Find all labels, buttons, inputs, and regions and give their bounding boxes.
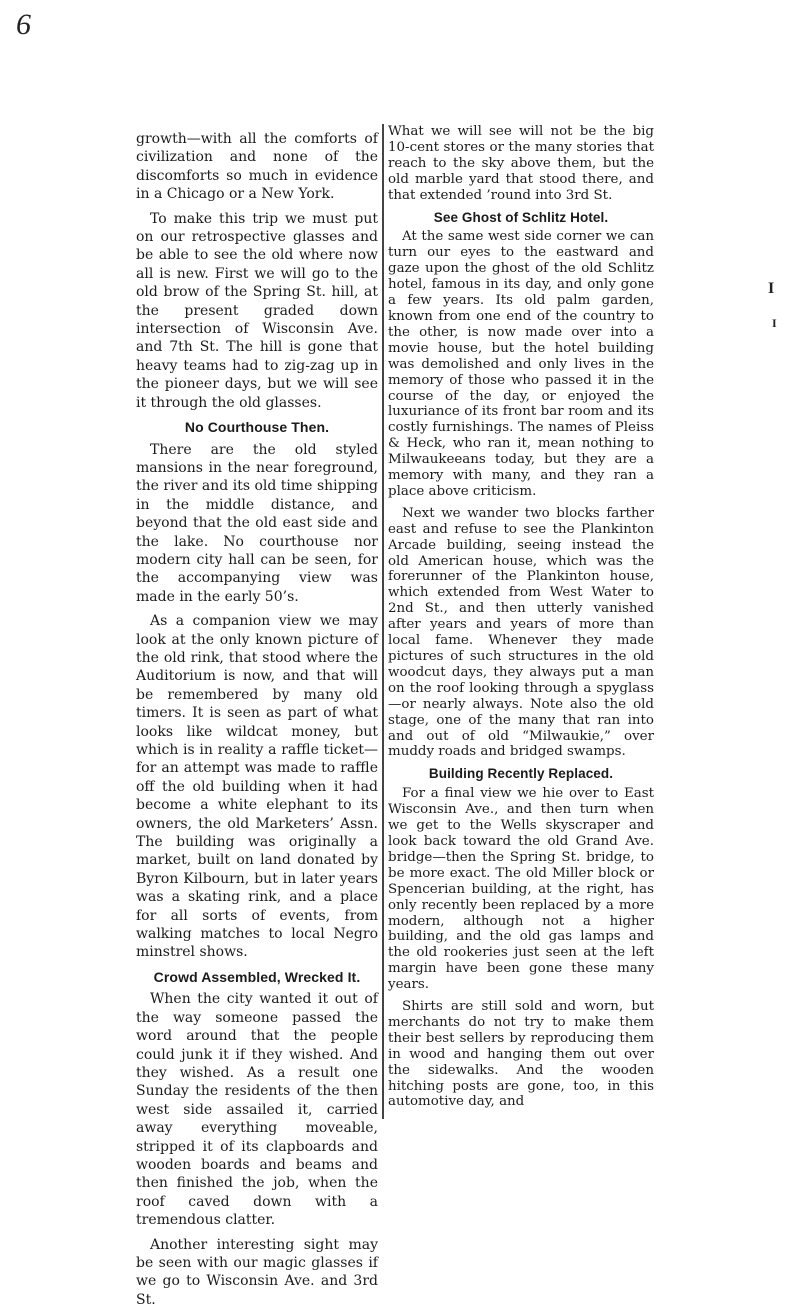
margin-mark: I — [772, 316, 777, 330]
margin-mark: I — [768, 280, 775, 297]
paragraph: To make this trip we must put on our retrospective glasses and be able to see the old where now all is new. First we will go to the old brow of the Spring St. hill, at the present graded down intersection of Wisconsin Ave. and 7th St. The hill is gone that heavy teams had to zig-zag up in the pioneer days, but we will see it through the old glasses. — [136, 210, 378, 411]
paragraph: Next we wander two blocks farther east and refuse to see the Plankinton Arcade building, seeing instead the old American house, which was the forerunner of the Plankinton house, which extended from West Water to 2nd St., and then utterly vanished after years and years of more than local fame. Whenever they made pictures of such structures in the old woodcut days, they always put a man on the roof looking through a spyglass—or nearly always. Note also the old stage, one of the many that ran into and out of old “Milwaukie,” over muddy roads and bridged swamps. — [388, 505, 654, 760]
newspaper-clipping — [136, 124, 656, 1308]
paragraph: What we will see will not be the big 10-cent stores or the many stories that reach to the sky above them, but the old marble yard that stood there, and that extended ’round into 3rd St. — [388, 124, 654, 203]
paragraph: When the city wanted it out of the way someone passed the word around that the people could junk it if they wished. And they wished. As a result one Sunday the residents of the then west side assailed it, carried away everything moveable, stripped it of its clapboards and wooden boards and beams and then finished the job, when the roof caved down with a tremendous clatter. — [136, 991, 378, 1229]
paragraph: growth—with all the comforts of civilization and none of the discomforts so much in evidence in a Chicago or a New York. — [136, 131, 378, 203]
section-heading: Building Recently Replaced. — [428, 766, 614, 782]
right-column — [388, 124, 654, 1116]
paragraph: There are the old styled mansions in the near foreground, the river and its old time shipping in the middle distance, and beyond that the old east side and the lake. No courthouse nor modern city hall can be seen, for the accompanying view was made in the early 50’s. — [136, 441, 378, 605]
left-column — [136, 130, 378, 1315]
paragraph: Shirts are still sold and worn, but merchants do not try to make them their best sellers by reproducing them in wood and hanging them out over the sidewalks. And the wooden hitching posts are gone, too, in this automotive day, and — [388, 999, 654, 1110]
paragraph: For a final view we hie over to East Wisconsin Ave., and then turn when we get to the Wells skyscraper and look back toward the old Grand Ave. bridge—then the Spring St. bridge, to be more exact. The old Miller block or Spencerian building, at the right, has only recently been replaced by a more modern, although not a higher building, and the old gas lamps and the old rookeries just seen at the left margin have been gone these many years. — [388, 786, 654, 993]
section-heading: No Courthouse Then. — [184, 419, 330, 436]
paragraph: At the same west side corner we can turn our eyes to the eastward and gaze upon the ghost of the old Schlitz hotel, famous in its day, and only gone a few years. Its old palm garden, known from one end of the country to the other, is now made over into a movie house, but the hotel building was demolished and only lives in the memory of those who passed it in the course of the day, or enjoyed the luxuriance of its front bar room and its costly furnishings. The names of Pleiss & Heck, who ran it, mean nothing to Milwaukeeans today, but they are a memory with many, and they ran a place above criticism. — [388, 229, 654, 499]
column-divider — [382, 124, 384, 1119]
paragraph: As a companion view we may look at the only known picture of the old rink, that stood where the Auditorium is now, and that will be remembered by many old timers. It is seen as part of what looks like wildcat money, but which is in reality a raffle ticket—for an attempt was made to raffle off the old building when it had become a white elephant to its owners, the old Marketers’ Assn. The building was originally a market, built on land donated by Byron Kilbourn, but in later years was a skating rink, and a place for all sorts of events, from walking matches to local Negro minstrel shows. — [136, 613, 378, 961]
paragraph: Another interesting sight may be seen with our magic glasses if we go to Wisconsin Ave. and 3rd St. — [136, 1236, 378, 1308]
page-number: 6 — [16, 8, 31, 41]
section-heading: Crowd Assembled, Wrecked It. — [153, 968, 361, 985]
section-heading: See Ghost of Schlitz Hotel. — [433, 209, 609, 225]
